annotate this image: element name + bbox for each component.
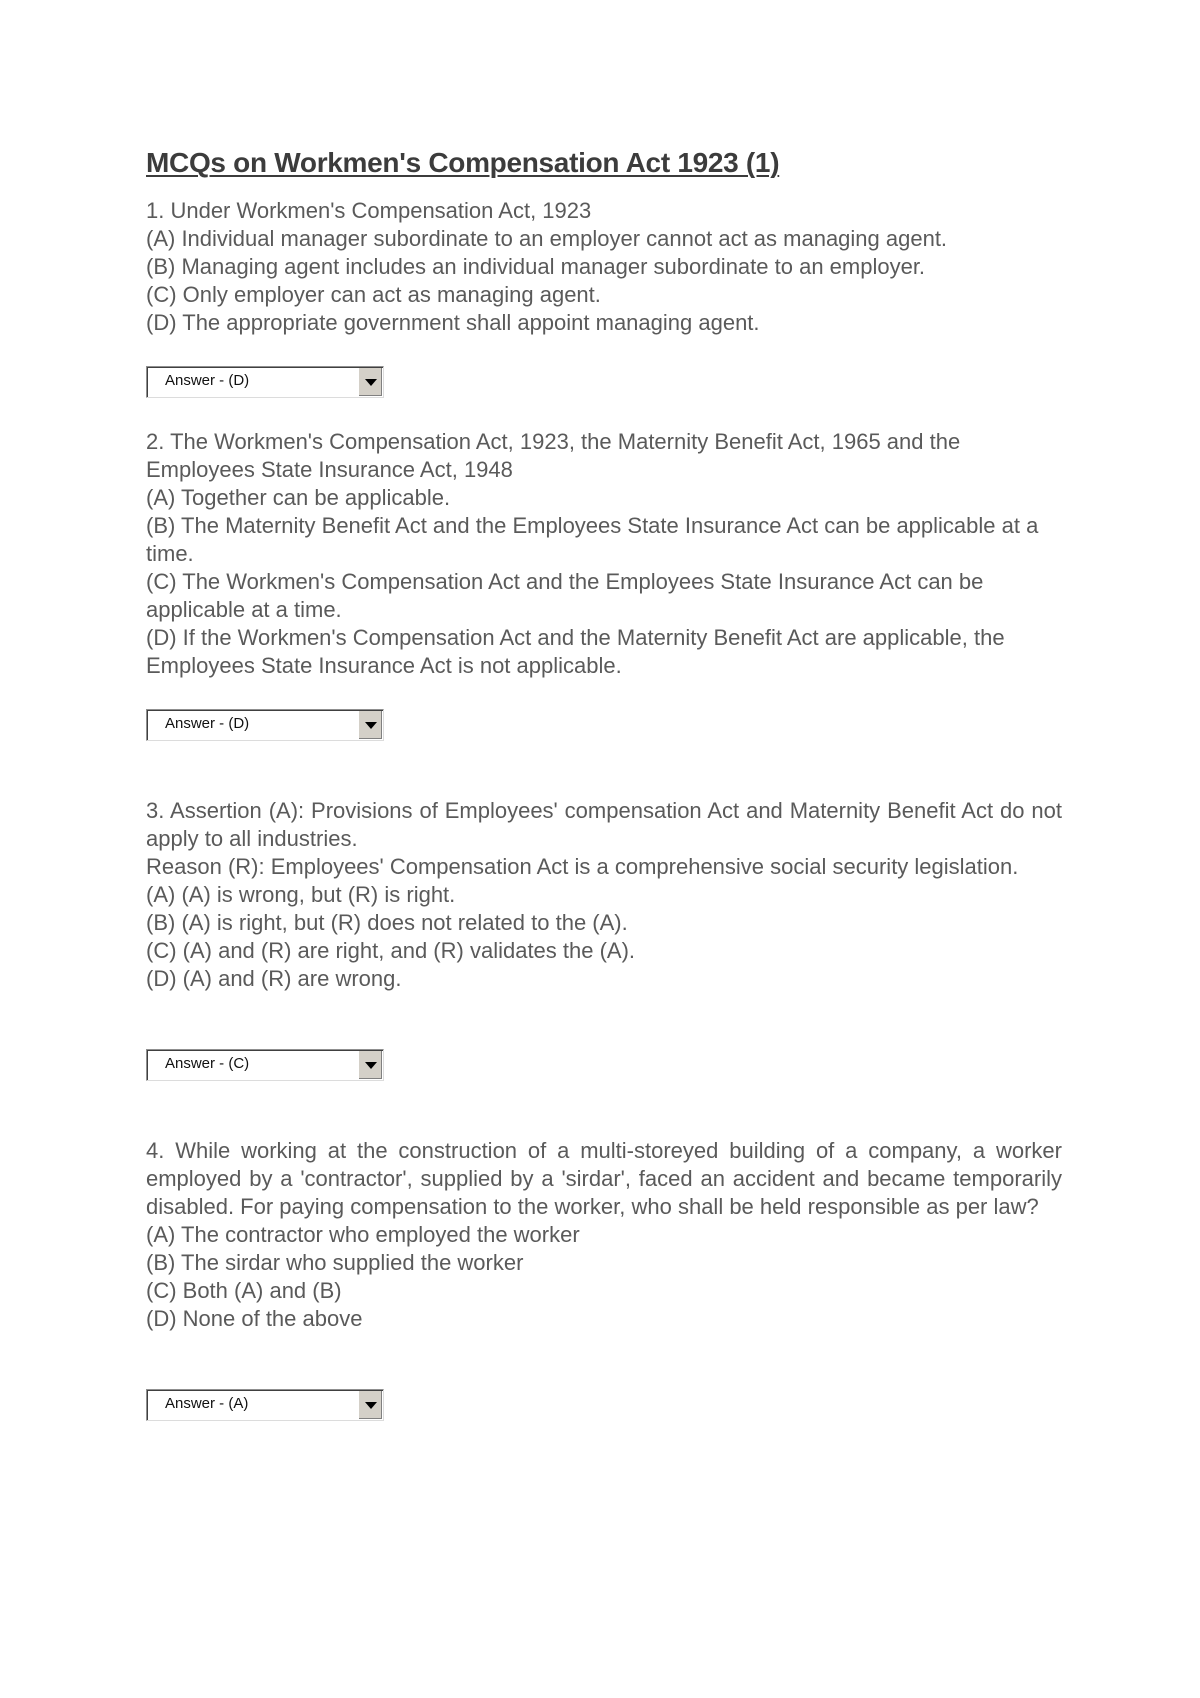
question-4 — [146, 1137, 1062, 1333]
answer-dropdown-4[interactable] — [146, 1389, 384, 1421]
question-1-option-a: (A) Individual manager subordinate to an employer cannot act as managing agent. — [146, 226, 948, 251]
question-3-assertion: 3. Assertion (A): Provisions of Employees' compensation Act and Maternity Benefit Act do not apply to all industries. — [146, 798, 1062, 851]
question-4-option-b: (B) The sirdar who supplied the worker — [146, 1250, 524, 1275]
question-3-option-d: (D) (A) and (R) are wrong. — [146, 966, 402, 991]
question-1-option-b: (B) Managing agent includes an individual manager subordinate to an employer. — [146, 254, 926, 279]
answer-dropdown-4-value: Answer - (A) — [165, 1395, 249, 1412]
answer-dropdown-3[interactable] — [146, 1049, 384, 1081]
answer-dropdown-1-value: Answer - (D) — [165, 372, 250, 389]
chevron-down-icon[interactable] — [358, 368, 382, 396]
answer-dropdown-3-value: Answer - (C) — [165, 1055, 250, 1072]
question-3-option-a: (A) (A) is wrong, but (R) is right. — [146, 882, 456, 907]
answer-dropdown-1[interactable] — [146, 366, 384, 398]
chevron-down-icon[interactable] — [358, 711, 382, 739]
question-2-option-a: (A) Together can be applicable. — [146, 485, 451, 510]
answer-dropdown-2[interactable] — [146, 709, 384, 741]
document-page — [146, 145, 1062, 1421]
question-4-option-c: (C) Both (A) and (B) — [146, 1278, 342, 1303]
question-1-option-d: (D) The appropriate government shall appoint managing agent. — [146, 310, 760, 335]
question-3-option-b: (B) (A) is right, but (R) does not related to the (A). — [146, 910, 628, 935]
question-2 — [146, 428, 1062, 680]
page-title: MCQs on Workmen's Compensation Act 1923 (1) — [146, 147, 780, 178]
question-2-option-c: (C) The Workmen's Compensation Act and the Employees State Insurance Act can be applicable at a time. — [146, 569, 984, 622]
answer-dropdown-2-value: Answer - (D) — [165, 715, 250, 732]
question-1 — [146, 197, 1062, 337]
question-3 — [146, 797, 1062, 993]
question-4-stem: 4. While working at the construction of a multi-storeyed building of a company, a worker employed by a 'contractor', supplied by a 'sirdar', faced an accident and became temporarily disabled. For paying compensation to the worker, who shall be held responsible as per law? — [146, 1138, 1062, 1219]
question-1-option-c: (C) Only employer can act as managing agent. — [146, 282, 601, 307]
question-2-option-b: (B) The Maternity Benefit Act and the Employees State Insurance Act can be applicable at a time. — [146, 513, 1039, 566]
question-1-stem: 1. Under Workmen's Compensation Act, 1923 — [146, 198, 592, 223]
question-4-option-a: (A) The contractor who employed the worker — [146, 1222, 580, 1247]
question-2-option-d: (D) If the Workmen's Compensation Act and the Maternity Benefit Act are applicable, the Employees State Insurance Act is not applicable. — [146, 625, 1005, 678]
chevron-down-icon[interactable] — [358, 1051, 382, 1079]
question-3-option-c: (C) (A) and (R) are right, and (R) validates the (A). — [146, 938, 636, 963]
question-4-option-d: (D) None of the above — [146, 1306, 363, 1331]
question-3-reason: Reason (R): Employees' Compensation Act is a comprehensive social security legislation. — [146, 854, 1019, 879]
chevron-down-icon[interactable] — [358, 1391, 382, 1419]
question-2-stem: 2. The Workmen's Compensation Act, 1923, the Maternity Benefit Act, 1965 and the Employees State Insurance Act, 1948 — [146, 429, 961, 482]
